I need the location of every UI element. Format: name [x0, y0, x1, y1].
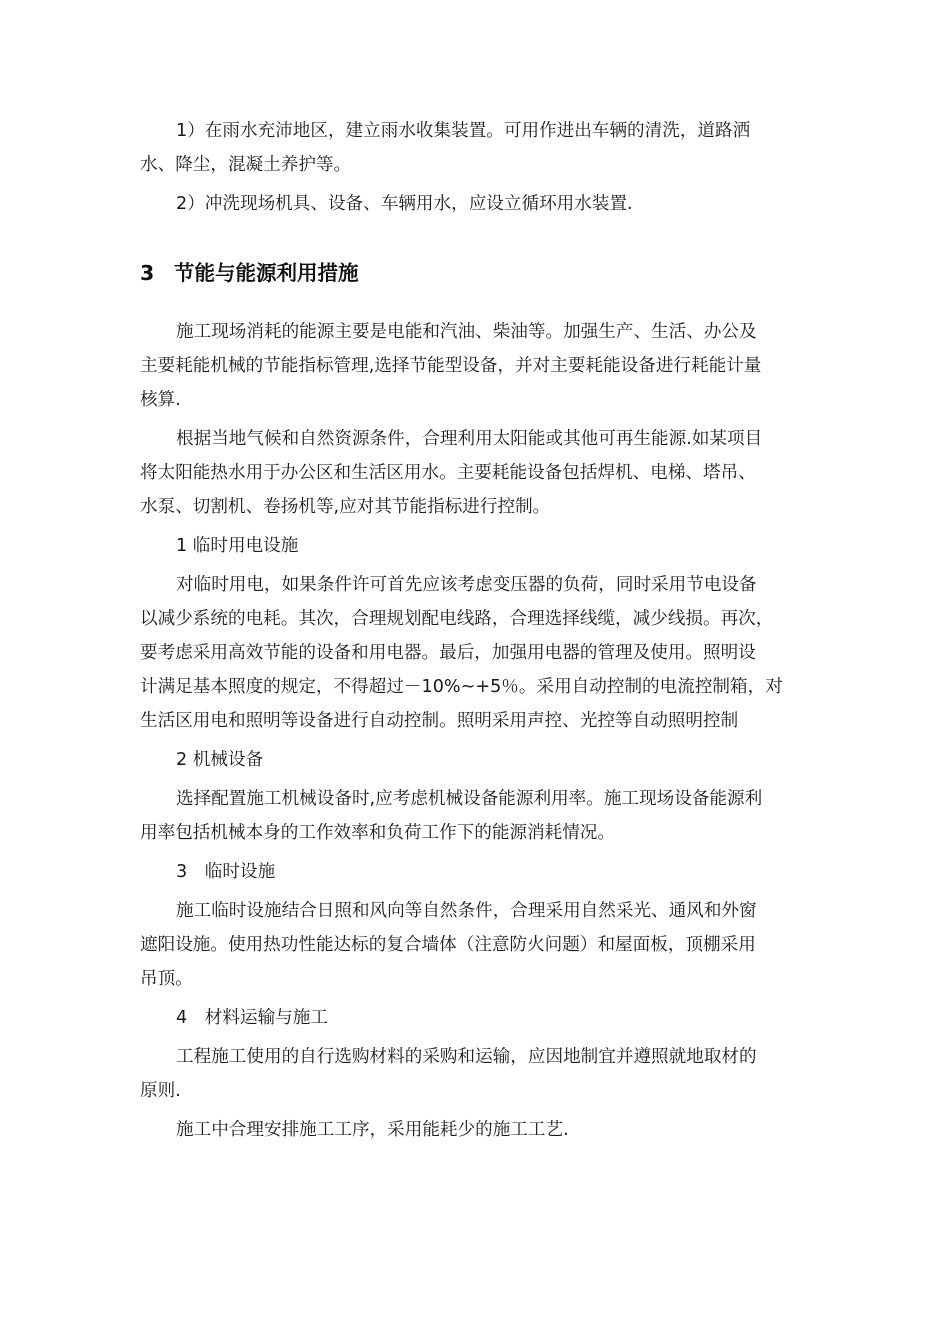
- para-facilities-line2: 遮阳设施。使用热功性能达标的复合墙体（注意防火问题）和屋面板，顶棚采用: [140, 935, 756, 955]
- subheading-machinery: 2 机械设备: [176, 750, 264, 770]
- section-heading: [140, 257, 359, 289]
- para-energy-line2: 主要耗能机械的节能指标管理,选择节能型设备，并对主要耗能设备进行耗能计量: [140, 356, 762, 376]
- para-solar-line2: 将太阳能热水用于办公区和生活区用水。主要耗能设备包括焊机、电梯、塔吊、: [140, 463, 756, 483]
- para-materials-line1: 工程施工使用的自行选购材料的采购和运输，应因地制宜并遵照就地取材的: [176, 1047, 757, 1067]
- para-energy-line3: 核算.: [140, 390, 181, 410]
- subheading-materials: 4 材料运输与施工: [176, 1008, 328, 1028]
- para-recycle-water: 2）冲洗现场机具、设备、车辆用水，应设立循环用水装置.: [176, 194, 633, 214]
- para-machinery-line2: 用率包括机械本身的工作效率和负荷工作下的能源消耗情况。: [140, 823, 616, 843]
- para-power-line1: 对临时用电，如果条件许可首先应该考虑变压器的负荷，同时采用节电设备: [176, 575, 757, 595]
- para-facilities-line1: 施工临时设施结合日照和风向等自然条件，合理采用自然采光、通风和外窗: [176, 901, 757, 921]
- para-power-line2: 以减少系统的电耗。其次，合理规划配电线路，合理选择线缆，减少线损。再次，: [140, 609, 774, 629]
- para-energy-line1: 施工现场消耗的能源主要是电能和汽油、柴油等。加强生产、生活、办公及: [176, 322, 757, 342]
- para-machinery-line1: 选择配置施工机械设备时,应考虑机械设备能源利用率。施工现场设备能源利: [176, 789, 763, 809]
- para-materials-line2: 原则.: [140, 1081, 181, 1101]
- para-facilities-line3: 吊顶。: [140, 969, 193, 989]
- para-power-line3: 要考虑采用高效节能的设备和用电器。最后，加强用电器的管理及使用。照明设: [140, 643, 756, 663]
- para-solar-line1: 根据当地气候和自然资源条件，合理利用太阳能或其他可再生能源.如某项目: [176, 429, 763, 449]
- para-solar-line3: 水泵、切割机、卷扬机等,应对其节能指标进行控制。: [140, 497, 551, 517]
- section-title: 节能与能源利用措施: [174, 261, 359, 285]
- para-power-line5: 生活区用电和照明等设备进行自动控制。照明采用声控、光控等自动照明控制: [140, 711, 739, 731]
- para-rainwater-line1: 1）在雨水充沛地区，建立雨水收集装置。可用作进出车辆的清洗，道路洒: [176, 121, 751, 141]
- subheading-temporary-facilities: 3 临时设施: [176, 862, 276, 882]
- para-construction-process: 施工中合理安排施工工序，采用能耗少的施工工艺.: [176, 1120, 569, 1140]
- section-number: 3: [140, 261, 155, 285]
- para-power-line4: 计满足基本照度的规定，不得超过－10%~+5％。采用自动控制的电流控制箱，对: [140, 677, 783, 697]
- subheading-temporary-power: 1 临时用电设施: [176, 536, 299, 556]
- para-rainwater-line2: 水、降尘，混凝土养护等。: [140, 155, 352, 175]
